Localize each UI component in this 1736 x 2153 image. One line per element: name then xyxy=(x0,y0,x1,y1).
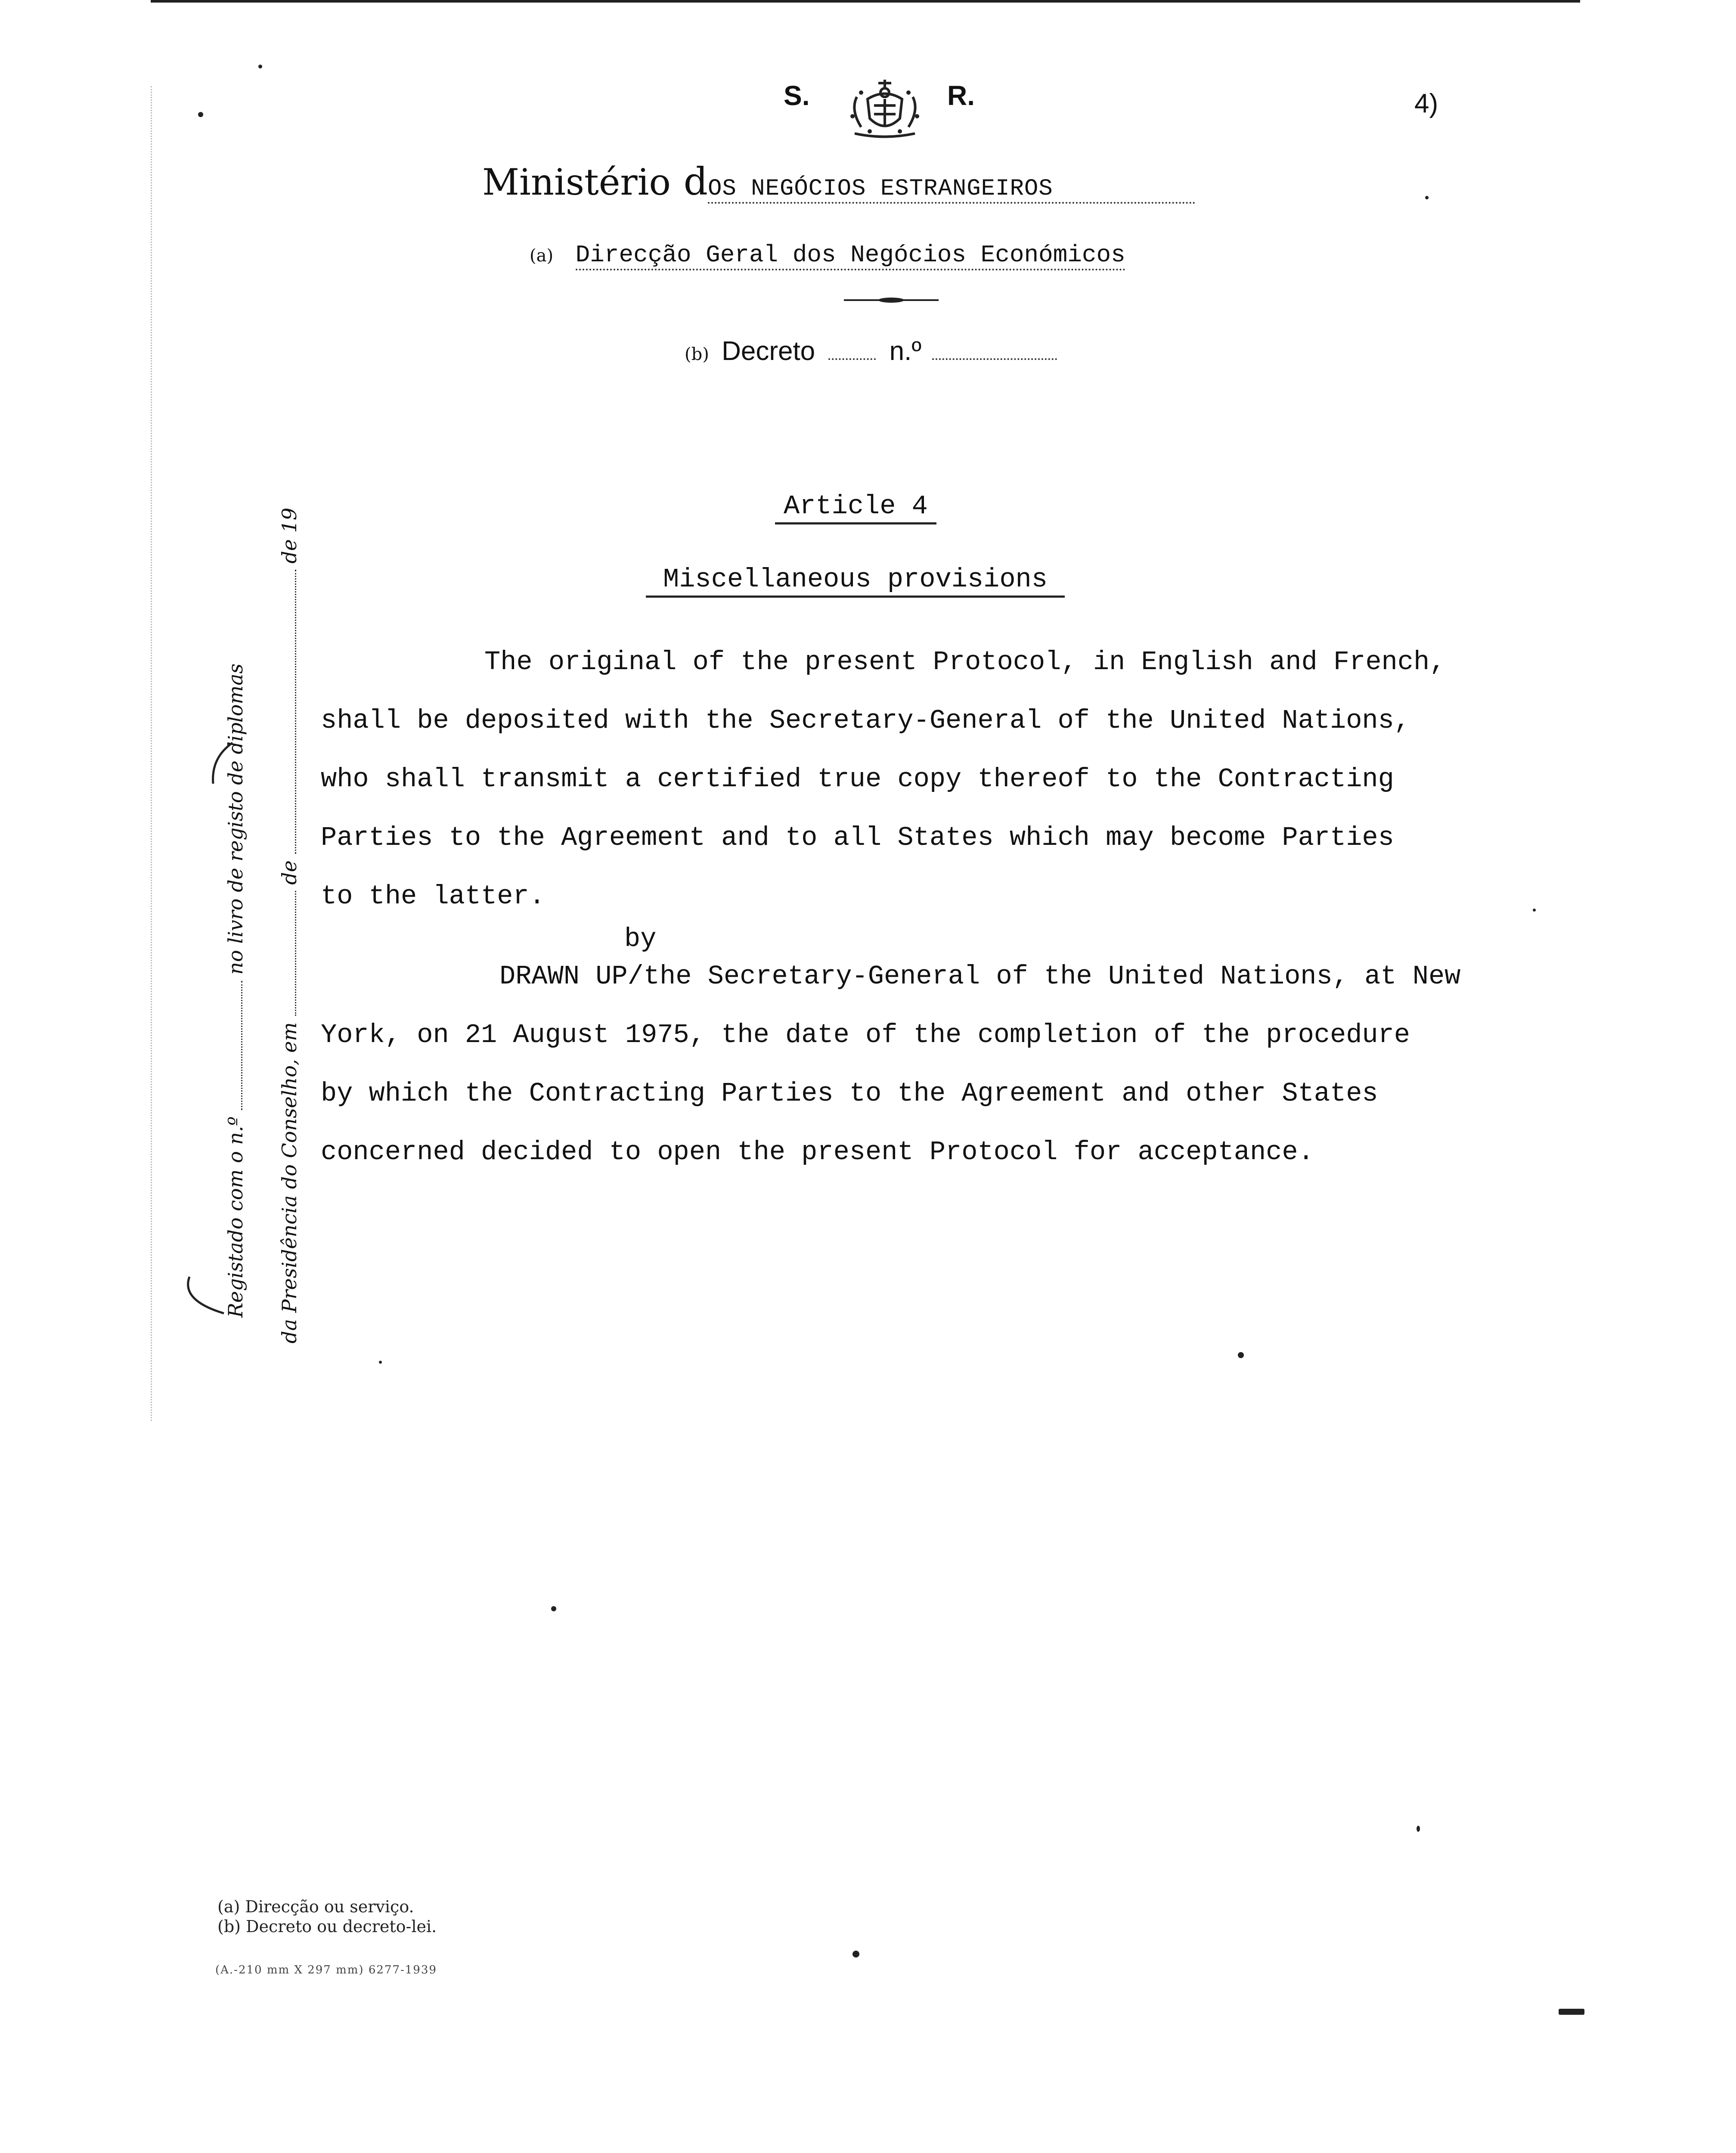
paragraph-line: who shall transmit a certified true copy thereof to the Contracting xyxy=(321,764,1394,794)
margin-note-blank xyxy=(241,981,242,1110)
handwritten-insertion: by xyxy=(624,924,657,954)
paragraph-line: by which the Contracting Parties to the Agreement and other States xyxy=(321,1078,1378,1109)
ministry-prefix: Ministério xyxy=(482,161,671,203)
print-code: (A.-210 mm X 297 mm) 6277-1939 xyxy=(215,1964,437,1976)
speck xyxy=(1425,196,1429,199)
margin-note-blank xyxy=(295,570,296,854)
direccao-line xyxy=(530,241,1125,269)
letter-s: S. xyxy=(784,80,810,111)
speck xyxy=(551,1606,556,1611)
decreto-text: Decreto xyxy=(722,336,815,366)
decreto-blank xyxy=(828,358,876,360)
speck xyxy=(852,1951,859,1958)
margin-note-text: da Presidência do Conselho, em xyxy=(278,1022,301,1343)
ministry-heading xyxy=(482,159,1195,204)
margin-bracket-icon xyxy=(209,741,235,788)
footnotes xyxy=(217,1897,437,1936)
decreto-number-blank xyxy=(932,358,1057,360)
ministry-connector: d xyxy=(683,159,708,204)
speck xyxy=(1238,1352,1244,1358)
margin-dotted-line xyxy=(151,86,156,1421)
paragraph-2 xyxy=(321,947,1578,1182)
footnote-b: (b) Decreto ou decreto-lei. xyxy=(217,1917,437,1936)
decreto-line xyxy=(685,336,1057,366)
page-number: 4) xyxy=(1414,89,1438,118)
margin-note-text: Registado com o n.º xyxy=(224,1116,247,1318)
margin-note-text: de xyxy=(278,860,301,885)
decreto-number-label: n.º xyxy=(889,336,921,366)
letterhead-emblem-block xyxy=(741,75,1042,153)
paragraph-line: concerned decided to open the present Protocol for acceptance. xyxy=(321,1137,1314,1167)
speck xyxy=(198,112,203,117)
letter-r: R. xyxy=(947,80,975,111)
margin-note-blank xyxy=(295,891,296,1016)
margin-bracket-icon xyxy=(177,1275,228,1318)
paragraph-line: York, on 21 August 1975, the date of the completion of the procedure xyxy=(321,1020,1410,1050)
paragraph-line: The original of the present Protocol, in English and French, xyxy=(484,647,1446,677)
top-rule xyxy=(151,0,1580,3)
speck xyxy=(1533,909,1536,912)
margin-note-text: de 19 xyxy=(278,507,301,564)
speck xyxy=(258,65,262,68)
speck xyxy=(1417,1826,1420,1832)
decreto-label: (b) xyxy=(685,344,709,364)
speck xyxy=(379,1361,382,1364)
footnote-a: (a) Direcção ou serviço. xyxy=(217,1897,414,1916)
ministry-name: OS NEGÓCIOS ESTRANGEIROS xyxy=(708,176,1195,204)
paragraph-line: DRAWN UP/the Secretary-General of the United Nations, at New xyxy=(499,961,1461,992)
paragraph-line: Parties to the Agreement and to all States which may become Parties xyxy=(321,822,1394,853)
margin-note-text: no livro de registo de diplomas xyxy=(224,663,247,975)
margin-registration-note-line2 xyxy=(278,508,301,1343)
direccao-value: Direcção Geral dos Negócios Económicos xyxy=(576,241,1125,270)
ornament-divider xyxy=(844,297,939,303)
paragraph-line: to the latter. xyxy=(321,881,545,912)
coat-of-arms-emblem-icon xyxy=(844,75,926,140)
paragraph-1 xyxy=(321,633,1578,926)
speck xyxy=(1559,2009,1584,2015)
article-title: Article 4 xyxy=(775,491,936,524)
article-subtitle: Miscellaneous provisions xyxy=(646,564,1065,598)
direccao-label: (a) xyxy=(530,246,554,266)
paragraph-line: shall be deposited with the Secretary-General of the United Nations, xyxy=(321,705,1410,736)
